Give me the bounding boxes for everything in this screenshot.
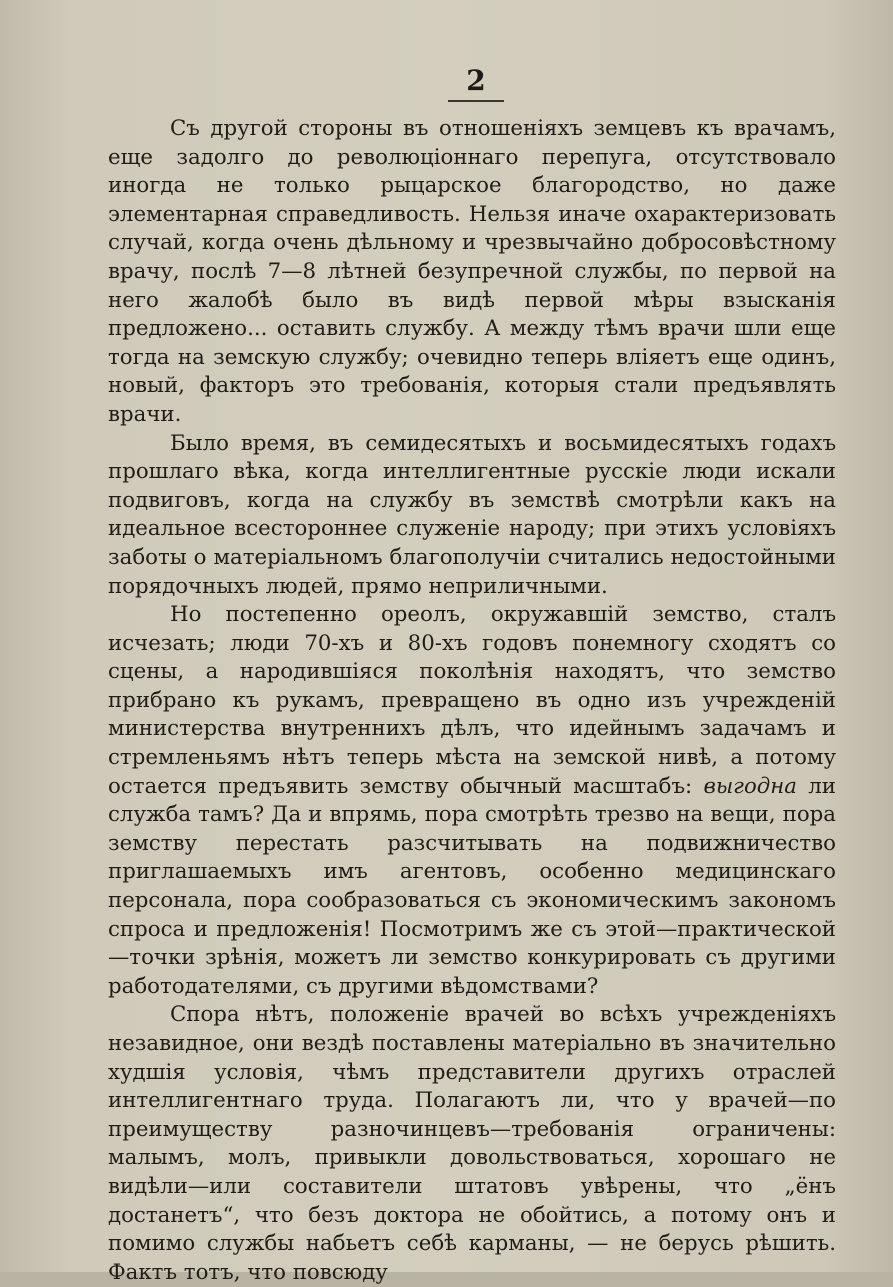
paragraph-4-text: Спора нѣтъ, положеніе врачей во всѣхъ учрежденіяхъ незавидное, они вездѣ поставлены матеріально въ значительно худшія условія, чѣмъ представители другихъ отраслей интеллигентнаго труда. Полагаютъ ли, что у врачей—по преимуществу разночинцевъ—требованія ограничены: малымъ, молъ, привыкли довольствоваться, хорошаго не видѣли—или составители штатовъ увѣрены, что „ёнъ достанетъ“, что безъ доктора не обойтись, а потому онъ и помимо службы набьетъ себѣ карманы, — не берусь рѣшить. Фактъ тотъ, что повсюду: [108, 1002, 836, 1285]
page-number-block: [448, 64, 504, 102]
paragraph-1-text: Съ другой стороны въ отношеніяхъ земцевъ къ врачамъ, еще задолго до революціоннаго перепуга, отсутствовало иногда не только рыцарское благородство, но даже элементарная справедливость. Нельзя иначе охарактеризовать случай, когда очень дѣльному и чрезвычайно добросовѣстному врачу, послѣ 7—8 лѣтней безупречной службы, по первой на него жалобѣ было въ видѣ первой мѣры взысканія предложено... оставить службу. А между тѣмъ врачи шли еще тогда на земскую службу; очевидно теперь вліяетъ еще одинъ, новый, факторъ это требованія, которыя стали предъявлять врачи.: [108, 116, 836, 427]
paragraph-3-text-b: ли служба тамъ? Да и впрямь, пора смотрѣть трезво на вещи, пора земству перестать разсчитывать на подвижничество приглашаемыхъ имъ агентовъ, особенно медицинскаго персонала, пора сообразоваться съ экономическимъ закономъ спроса и предложенія! Посмотримъ же съ этой—практической—точки зрѣнія, можетъ ли земство конкурировать съ другими работодателями, съ другими вѣдомствами?: [108, 773, 836, 999]
body-text: [108, 115, 836, 1287]
paragraph-1: [108, 115, 836, 430]
paragraph-4: [108, 1001, 836, 1287]
paragraph-3-text-a: Но постепенно ореолъ, окружавшій земство, сталъ исчезать; люди 70-хъ и 80-хъ годовъ понемногу сходятъ со сцены, а народившіяся поколѣнія находятъ, что земство прибрано къ рукамъ, превращено въ одно изъ учрежденій министерства внутреннихъ дѣлъ, что идейнымъ задачамъ и стремленьямъ нѣтъ теперь мѣста на земской нивѣ, а потому остается предъявить земству обычный масштабъ:: [108, 602, 836, 799]
paragraph-3-emphasis: выгодна: [703, 773, 797, 799]
paragraph-3: [108, 601, 836, 1001]
page-number-rule: [448, 100, 504, 102]
page-number: 2: [466, 64, 486, 97]
paragraph-2: [108, 430, 836, 602]
paragraph-2-text: Было время, въ семидесятыхъ и восьмидесятыхъ годахъ прошлаго вѣка, когда интеллигентные русскіе люди искали подвиговъ, когда на службу въ земствѣ смотрѣли какъ на идеальное всестороннее служеніе народу; при этихъ условіяхъ заботы о матеріальномъ благополучіи считались недостойными порядочныхъ людей, прямо неприличными.: [108, 430, 836, 599]
